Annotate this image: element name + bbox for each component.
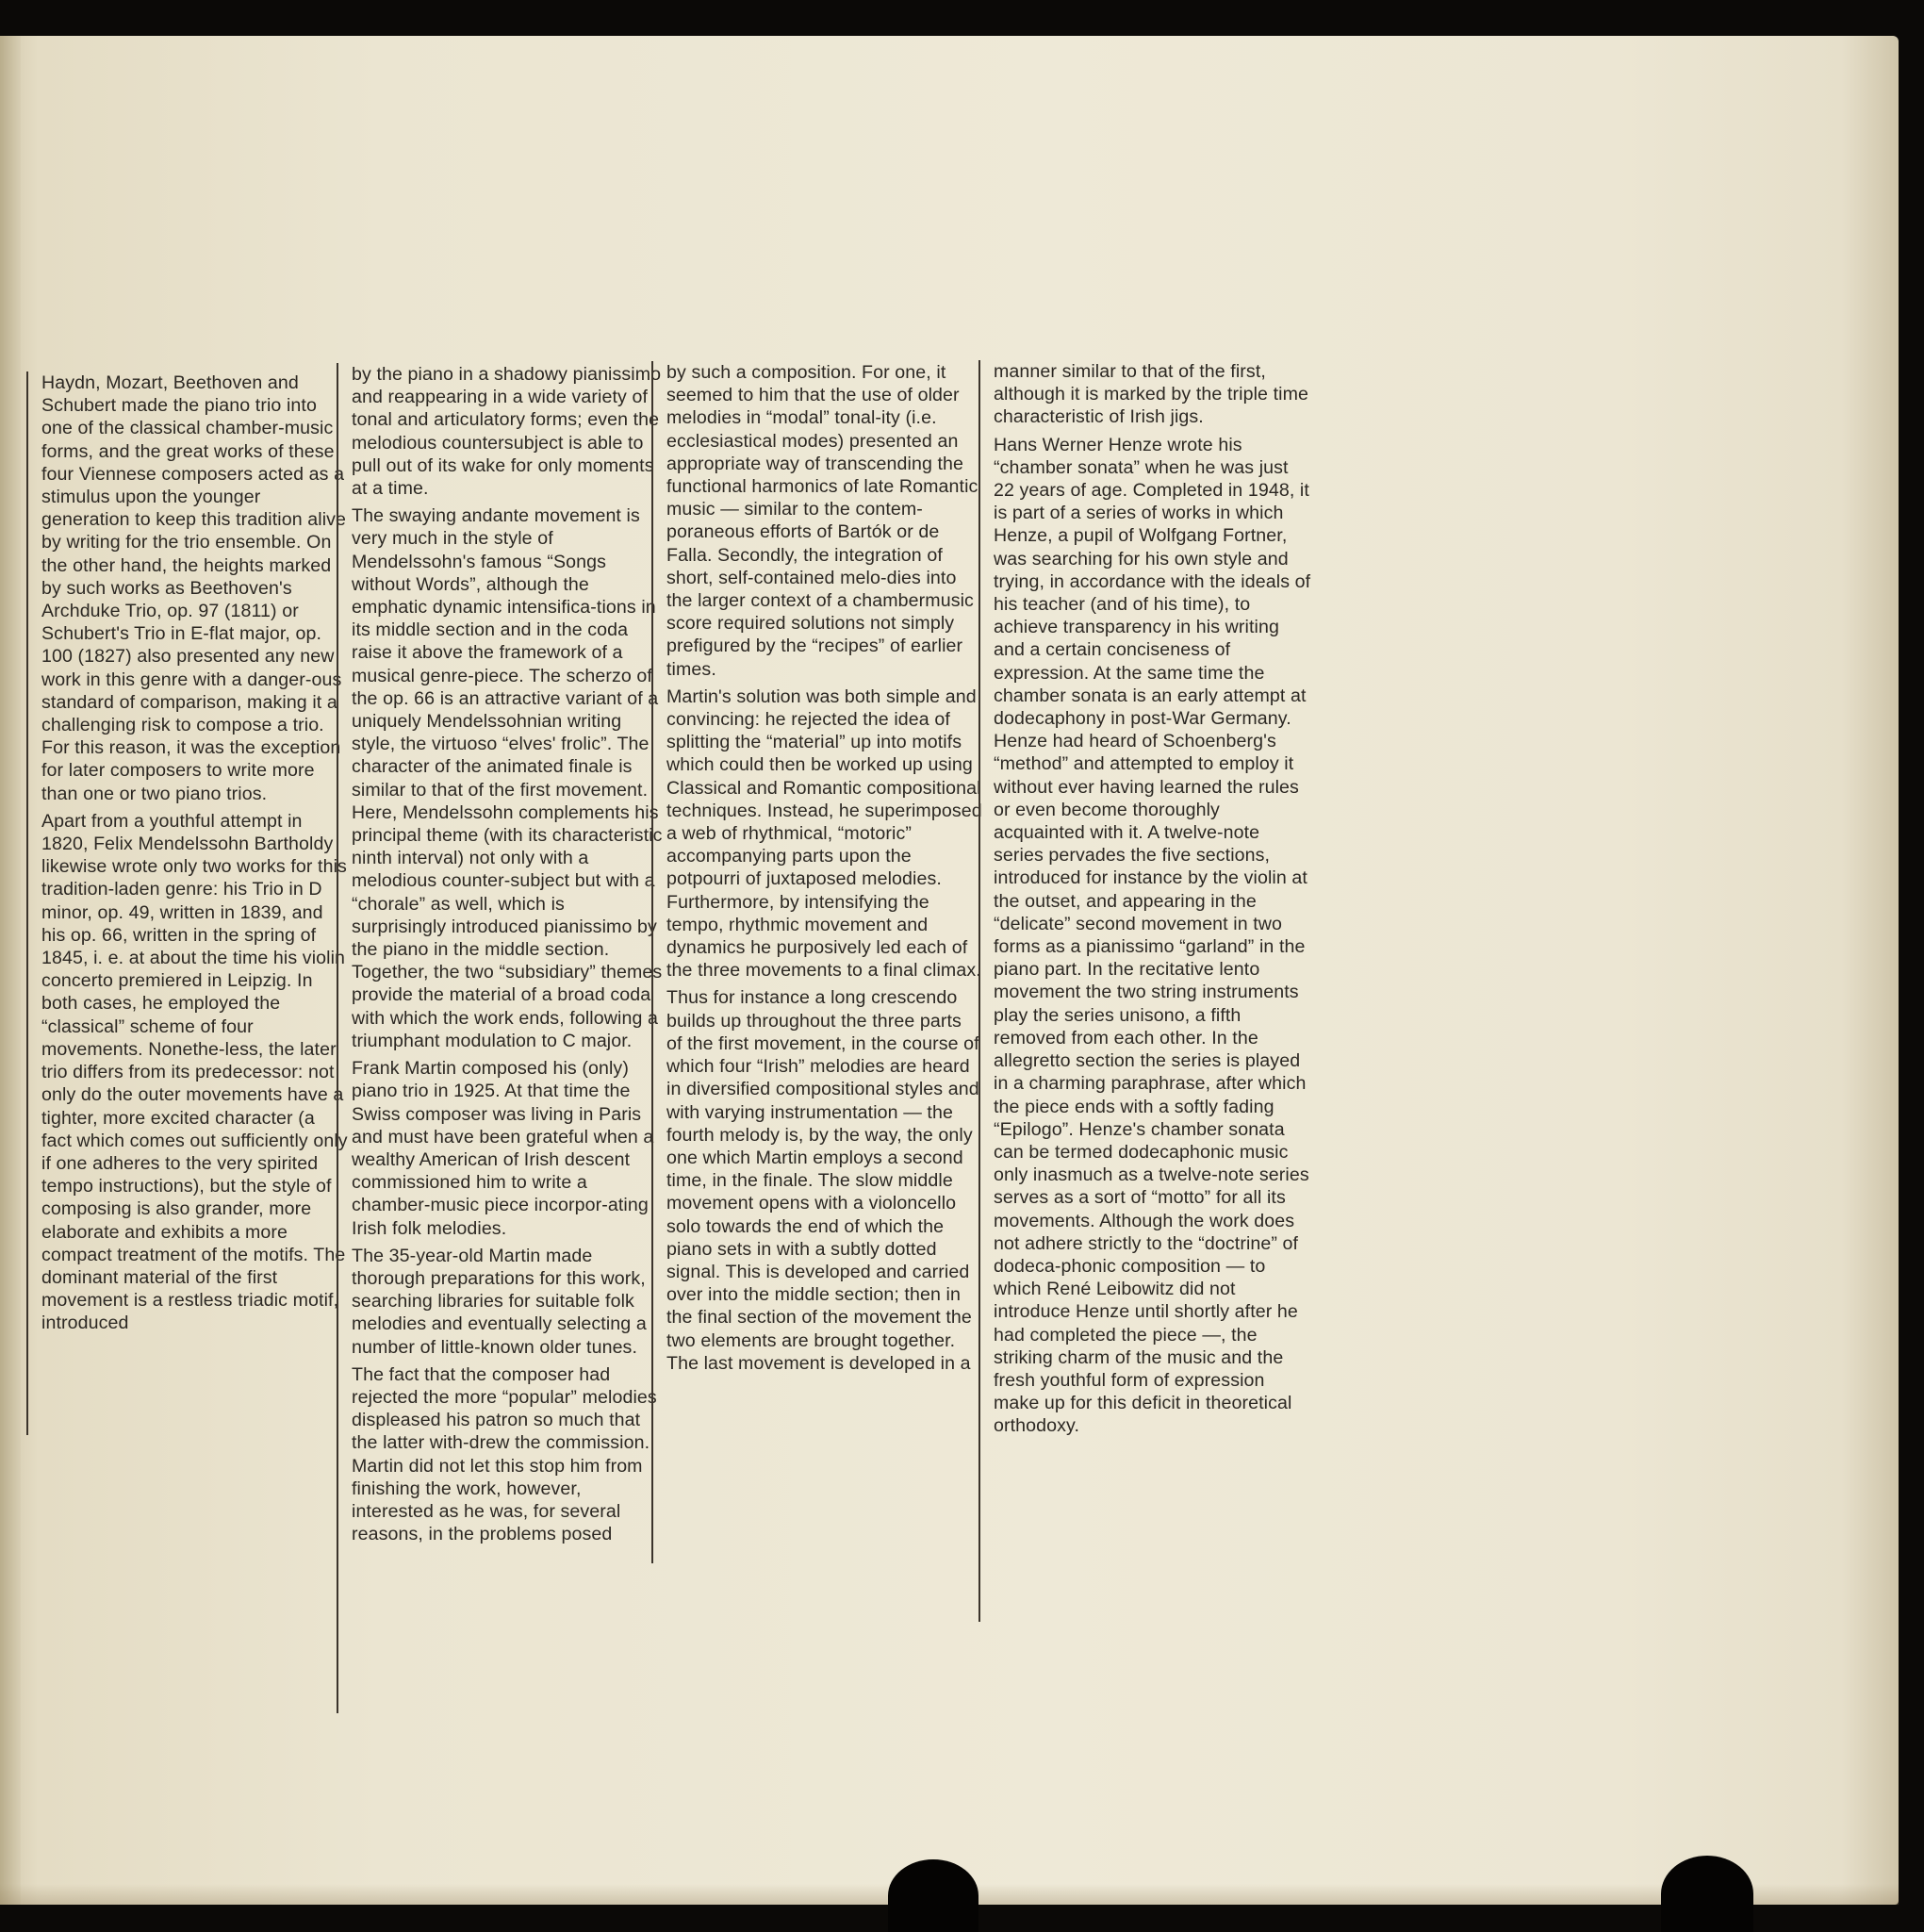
text-column-1	[26, 372, 348, 1435]
paragraph: by the piano in a shadowy pianissimo and reappearing in a wide variety of tonal and articulatory forms; even the melodious countersubject is able to pull out of its wake for only moments at a time.	[352, 364, 662, 500]
paragraph: Hans Werner Henze wrote his “chamber sonata” when he was just 22 years of age. Completed in 1948, it is part of a series of works in which Henze, a pupil of Wolfgang Fortner, was searching for his own style and trying, in accordance with the ideals of his teacher (and of his time), to achieve transparency in his writing and a certain conciseness of expression. At the same time the chamber sonata is an early attempt at dodecaphony in post-War Germany. Henze had heard of Schoenberg's “method” and attempted to employ it without ever having learned the rules or even become thoroughly acquainted with it. A twelve-note series pervades the five sections, introduced for instance by the violin at the outset, and appearing in the “delicate” second movement in two forms as a pianissimo “garland” in the piano part. In the recitative lento movement the two string instruments play the series unisono, a fifth removed from each other. In the allegretto section the series is played in a charming paraphrase, after which the piece ends with a softly fading “Epilogo”. Henze's chamber sonata can be termed dodecaphonic music only inasmuch as a twelve-note series serves as a sort of “motto” for all its movements. Although the work does not adhere strictly to the “doctrine” of dodeca-phonic composition — to which René Leibowitz did not introduce Henze until shortly after he had completed the piece —, the striking charm of the music and the fresh youthful form of expression make up for this deficit in theoretical orthodoxy.	[994, 434, 1311, 1437]
paragraph: The 35-year-old Martin made thorough preparations for this work, searching libraries for suitable folk melodies and eventually selecting a number of little-known older tunes.	[352, 1245, 647, 1358]
paragraph: The fact that the composer had rejected the more “popular” melodies displeased his patron so much that the latter with-drew the commission. Martin did not let this stop him from finishing the work, however, interested as he was, for several reasons, in the problems posed	[352, 1363, 657, 1545]
paragraph: by such a composition. For one, it seemed to him that the use of older melodies in “modal” tonal-ity (i.e. ecclesiastical modes) presented an appropriate way of transcending the functional harmonics of late Romantic music — similar to the contem-poraneous efforts of Bartók or de Falla. Secondly, the integration of short, self-contained melo-dies into the larger context of a chambermusic score required solutions not simply prefigured by the “recipes” of earlier times.	[666, 362, 978, 680]
paragraph: Apart from a youthful attempt in 1820, Felix Mendelssohn Bartholdy likewise wrote only two works for this tradition-laden genre: his Trio in D minor, op. 49, written in 1839, and his op. 66, written in the spring of 1845, i. e. at about the time his violin concerto premiered in Leipzig. In both cases, he employed the “classical” scheme of four movements. Nonethe-less, the later trio differs from its predecessor: not only do the outer movements have a tighter, more excited character (a fact which comes out sufficiently only if one adheres to the very spirited tempo instructions), but the style of composing is also grander, more elaborate and exhibits a more compact treatment of the motifs. The dominant material of the first movement is a restless triadic motif, introduced	[41, 810, 348, 1334]
text-column-3	[651, 361, 982, 1563]
text-column-4	[978, 360, 1314, 1622]
paragraph: The swaying andante movement is very much in the style of Mendelssohn's famous “Songs without Words”, although the emphatic dynamic intensifica-tions in its middle section and in the coda raise it above the framework of a musical genre-piece. The scherzo of the op. 66 is an attractive variant of a uniquely Mendelssohnian writing style, the virtuoso “elves' frolic”. The character of the animated finale is similar to that of the first movement. Here, Mendelssohn complements his principal theme (with its characteristic ninth interval) not only with a melodious counter-subject but with a “chorale” as well, which is surprisingly introduced pianissimo by the piano in the middle section. Together, the two “subsidiary” themes provide the material of a broad coda with which the work ends, following a triumphant modulation to C major.	[352, 505, 663, 1051]
sleeve-spine-edge	[0, 36, 21, 1905]
holder-clip-shadow	[888, 1859, 978, 1932]
text-column-2	[337, 363, 663, 1713]
paragraph: Haydn, Mozart, Beethoven and Schubert made the piano trio into one of the classical chamber-music forms, and the great works of these four Viennese composers acted as a stimulus upon the younger generation to keep this tradition alive by writing for the trio ensemble. On the other hand, the heights marked by such works as Beethoven's Archduke Trio, op. 97 (1811) or Schubert's Trio in E-flat major, op. 100 (1827) also presented any new work in this genre with a danger-ous standard of comparison, making it a challenging risk to compose a trio. For this reason, it was the exception for later composers to write more than one or two piano trios.	[41, 372, 347, 804]
paragraph: Frank Martin composed his (only) piano trio in 1925. At that time the Swiss composer was living in Paris and must have been grateful when a wealthy American of Irish descent commissioned him to write a chamber-music piece incorpor-ating Irish folk melodies.	[352, 1058, 654, 1239]
paragraph: Martin's solution was both simple and convincing: he rejected the idea of splitting the “material” up into motifs which could then be worked up using Classical and Romantic compositional techniques. Instead, he superimposed a web of rhythmical, “motoric” accompanying parts upon the potpourri of juxtaposed melodies. Furthermore, by intensifying the tempo, rhythmic movement and dynamics he purposively led each of the three movements to a final climax.	[666, 685, 982, 982]
paragraph: Thus for instance a long crescendo builds up throughout the three parts of the first movement, in the course of which four “Irish” melodies are heard in diversified compositional styles and with varying instrumentation — the fourth melody is, by the way, the only one which Martin employs a second time, in the finale. The slow middle movement opens with a violoncello solo towards the end of which the piano sets in with a subtly dotted signal. This is developed and carried over into the middle section; then in the final section of the movement the two elements are brought together. The last movement is developed in a	[666, 987, 979, 1374]
holder-clip-shadow	[1661, 1856, 1753, 1932]
paragraph: manner similar to that of the first, although it is marked by the triple time characteristic of Irish jigs.	[994, 361, 1308, 428]
